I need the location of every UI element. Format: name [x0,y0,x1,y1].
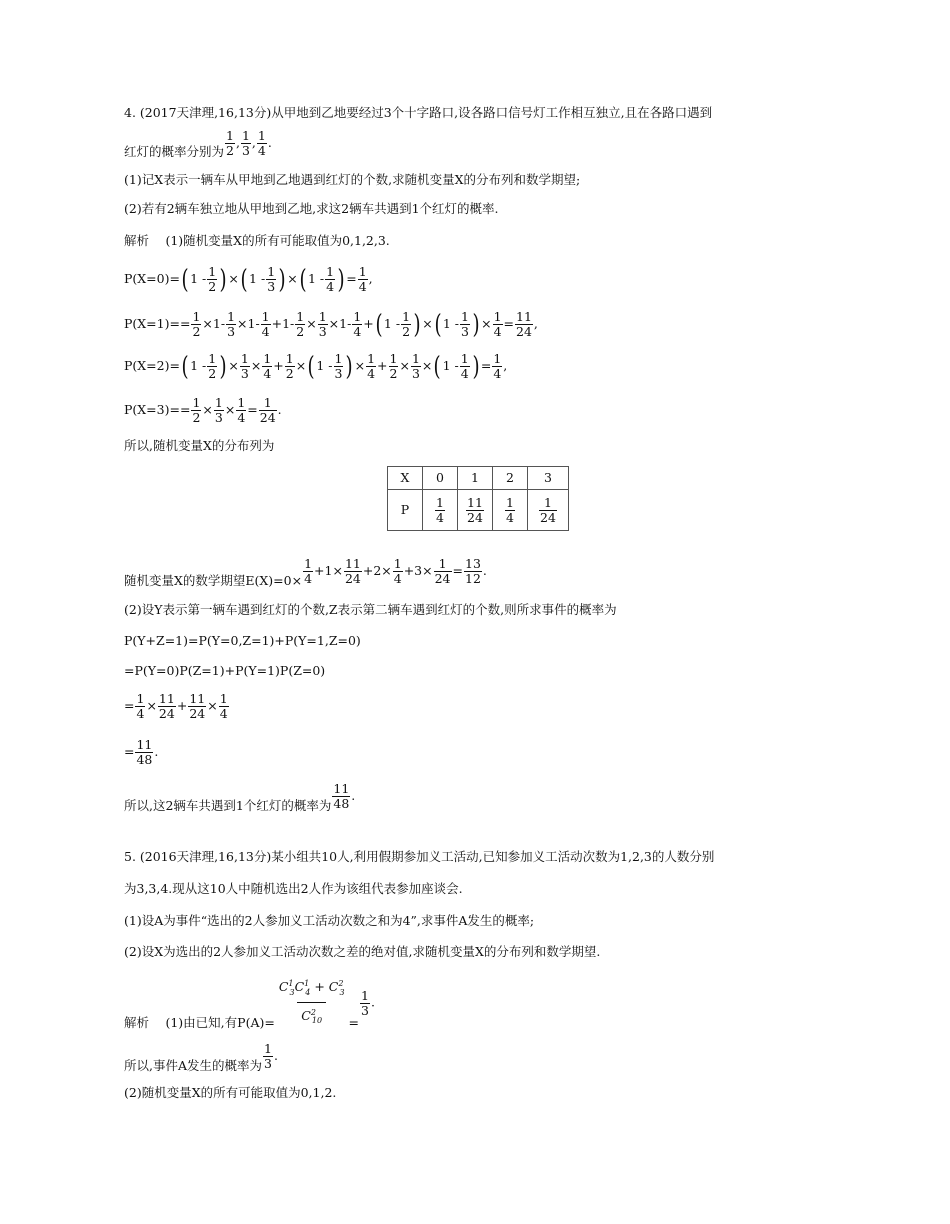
problem5-part2: (2)随机变量X的所有可能取值为0,1,2. [124,1085,337,1100]
table-header-cell: 1 [458,467,493,490]
px1-label: P(X=1)= [124,316,180,332]
table-row [388,467,569,490]
problem5-stem-line2: 为3,3,4.现从这10人中随机选出2人作为该组代表参加座谈会. [124,881,463,896]
px3-label: P(X=3)= [124,402,180,418]
part2-eq1: P(Y+Z=1)=P(Y=0,Z=1)+P(Y=1,Z=0) [124,633,361,648]
problem4-stem-line1: 4. (2017天津理,16,13分)从甲地到乙地要经过3个十字路口,设各路口信号灯工作相互独立,且在各路口遇到 [124,105,713,120]
fraction-third: $\frac{1}{3}$ [241,127,250,158]
px0-label: P(X=0)= [124,271,180,287]
px3-equation: P(X=3)== $\frac{1}{2}$ × $\frac{1}{3}$ × $\frac{1}{4}$ = $\frac{1}{24}$ . [124,395,282,425]
problem4-question2: (2)若有2辆车独立地从甲地到乙地,求这2辆车共遇到1个红灯的概率. [124,201,499,216]
problem5-conclusion-text: 所以,事件A发生的概率为 [124,1058,263,1073]
problem4-stem-line2-text: 红灯的概率分别为 [124,144,225,159]
table-row [388,490,569,531]
part2-eq2: =P(Y=0)P(Z=1)+P(Y=1)P(Z=0) [124,663,326,678]
problem5-question2: (2)设X为选出的2人参加义工活动次数之差的绝对值,求随机变量X的分布列和数学期望. [124,944,601,959]
problem4-solution-intro: 解析 (1)随机变量X的所有可能取值为0,1,2,3. [124,233,390,248]
table-header-cell: X [388,467,423,490]
distribution-intro: 所以,随机变量X的分布列为 [124,438,275,453]
expectation-equation: 随机变量X的数学期望E(X)=0× $\frac{1}{4}$ +1× $\frac{11}{24}$ +2× $\frac{1}{4}$ +3× $\frac{1}{24}$ = $\frac{13}{12}$ . [124,555,487,588]
problem4-conclusion: 所以,这2辆车共遇到1个红灯的概率为 $\frac{11}{48}$ . [124,780,356,813]
problem5-solution-label: 解析 (1)由已知,有P(A)= [124,1014,275,1030]
fraction-half: $\frac{1}{2}$ [226,127,234,158]
table-header-cell: 2 [493,467,528,490]
px1-equation: P(X=1)== $\frac{1}{2}$ ×1- $\frac{1}{3}$ ×1- $\frac{1}{4}$ +1- $\frac{1}{2}$ × $\frac{1}{3}$ ×1- $\frac{1}{4}$ + ( 1 - 1 2 ) × ( 1 - 1 3 ) × $\frac{1}{4}$ = $\frac{11}{24}$ , [124,309,538,340]
table-header-cell: 3 [528,467,569,490]
problem4-conclusion-text: 所以,这2辆车共遇到1个红灯的概率为 [124,798,332,813]
problem4-question1: (1)记X表示一辆车从甲地到乙地遇到红灯的个数,求随机变量X的分布列和数学期望; [124,172,581,187]
combination-fraction: $\frac{C^1_3C^1_4 + C^2_3}{C^2_{10}}$ [275,975,349,1031]
table-cell: $\frac{1}{4}$ [423,490,458,531]
answer-fraction: $\frac{11}{48}$ [333,780,350,811]
table-cell: $\frac{1}{4}$ [493,490,528,531]
fraction-quarter: $\frac{1}{4}$ [257,127,266,158]
expectation-label: 随机变量X的数学期望E(X)=0× [124,573,303,588]
distribution-table [387,466,569,531]
table-row-label: P [388,490,423,531]
part2-intro: (2)设Y表示第一辆车遇到红灯的个数,Z表示第二辆车遇到红灯的个数,则所求事件的概率为 [124,602,617,617]
table-cell: $\frac{1}{24}$ [528,490,569,531]
problem5-question1: (1)设A为事件“选出的2人参加义工活动次数之和为4”,求事件A发生的概率; [124,913,535,928]
problem5-solution-intro: 解析 (1)由已知,有P(A)= $\frac{C^1_3C^1_4 + C^2_3}{C^2_{10}}$ = $\frac{1}{3}$ . [124,975,375,1031]
px2-label: P(X=2)= [124,358,180,374]
table-header-cell: 0 [423,467,458,490]
table-cell: $\frac{11}{24}$ [458,490,493,531]
part2-eq3: = $\frac{1}{4}$ × $\frac{11}{24}$ + $\frac{11}{24}$ × $\frac{1}{4}$ [124,691,228,721]
px2-equation: P(X=2)= ( 1 - 1 2 ) × $\frac{1}{3}$ × $\frac{1}{4}$ + $\frac{1}{2}$ × ( 1 - 1 3 ) × $\frac{1}{4}$ + $\frac{1}{2}$ × $\frac{1}{3}$ × ( 1 - 1 4 ) = $\frac{1}{4}$ , [124,351,508,382]
problem5-conclusion: 所以,事件A发生的概率为 $\frac{1}{3}$ . [124,1040,278,1073]
problem4-stem-line2: 红灯的概率分别为 $\frac{1}{2}$ , $\frac{1}{3}$ , $\frac{1}{4}$ . [124,127,272,159]
px0-equation: P(X=0)= ( 1 - 1 2 ) × ( 1 - 1 3 ) × ( 1 - 1 4 ) = $\frac{1}{4}$ , [124,264,373,295]
problem5-stem-line1: 5. (2016天津理,16,13分)某小组共10人,利用假期参加义工活动,已知参加义工活动次数为1,2,3的人数分别 [124,849,715,864]
part2-eq4: = $\frac{11}{48}$ . [124,737,159,767]
